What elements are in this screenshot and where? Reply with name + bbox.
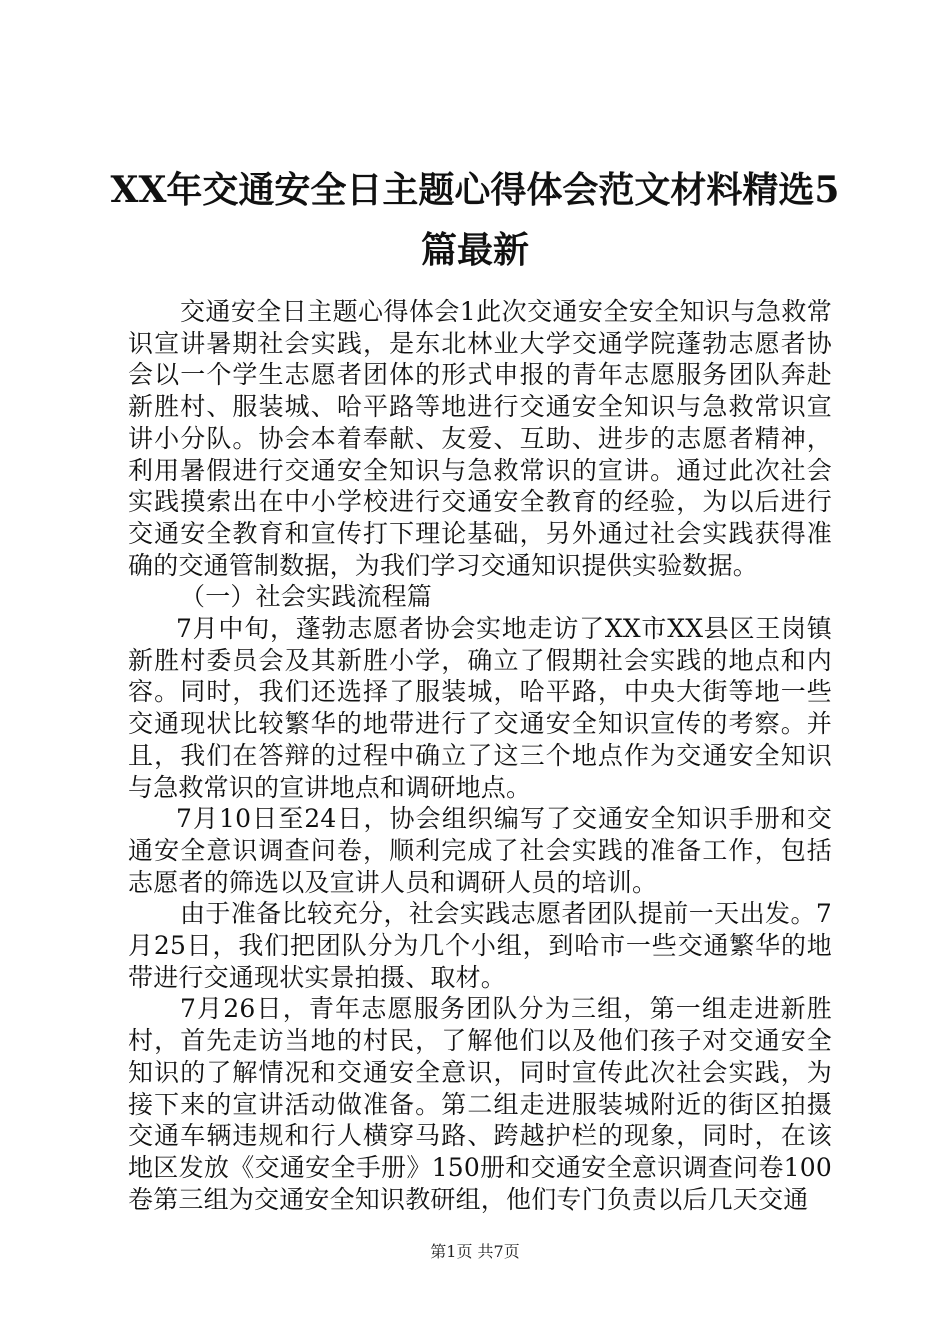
section-heading-process: （一）社会实践流程篇	[180, 582, 433, 612]
document-title: XX年交通安全日主题心得体会范文材料精选5篇最新	[110, 169, 840, 271]
paragraph-july-10-24: 7月10日至24日，协会组织编写了交通安全知识手册和交通安全意识调查问卷，顺利完成了社会实践的准备工作，包括志愿者的筛选以及宣讲人员和调研人员的培训。	[128, 804, 832, 897]
paragraph-july-25: 由于准备比较充分，社会实践志愿者团队提前一天出发。7月25日，我们把团队分为几个小组，到哈市一些交通繁华的地带进行交通现状实景拍摄、取材。	[128, 899, 832, 992]
paragraph-july-26: 7月26日，青年志愿服务团队分为三组，第一组走进新胜村，首先走访当地的村民，了解他们以及他们孩子对交通安全知识的了解情况和交通安全意识，同时宣传此次社会实践，为接下来的宣讲活动做准备。第二组走进服装城附近的街区拍摄交通车辆违规和行人横穿马路、跨越护栏的现象，同时，在该地区发放《交通安全手册》150册和交通安全意识调查问卷100卷第三组为交通安全知识教研组，他们专门负责以后几天交通	[128, 994, 832, 1214]
paragraph-mid-july: 7月中旬，蓬勃志愿者协会实地走访了XX市XX县区王岗镇新胜村委员会及其新胜小学，确立了假期社会实践的地点和内容。同时，我们还选择了服装城，哈平路，中央大街等地一些交通现状比较繁华的地带进行了交通安全知识宣传的考察。并且，我们在答辩的过程中确立了这三个地点作为交通安全知识与急救常识的宣讲地点和调研地点。	[128, 614, 832, 802]
page-number-footer: 第1页 共7页	[430, 1242, 520, 1261]
document-body	[128, 296, 832, 1215]
paragraph-intro: 交通安全日主题心得体会1此次交通安全安全知识与急救常识宣讲暑期社会实践，是东北林业大学交通学院蓬勃志愿者协会以一个学生志愿者团体的形式申报的青年志愿服务团队奔赴新胜村、服装城、哈平路等地进行交通安全知识与急救常识宣讲小分队。协会本着奉献、友爱、互助、进步的志愿者精神，利用暑假进行交通安全知识与急救常识的宣讲。通过此次社会实践摸索出在中小学校进行交通安全教育的经验，为以后进行交通安全教育和宣传打下理论基础，另外通过社会实践获得准确的交通管制数据，为我们学习交通知识提供实验数据。	[128, 297, 832, 580]
